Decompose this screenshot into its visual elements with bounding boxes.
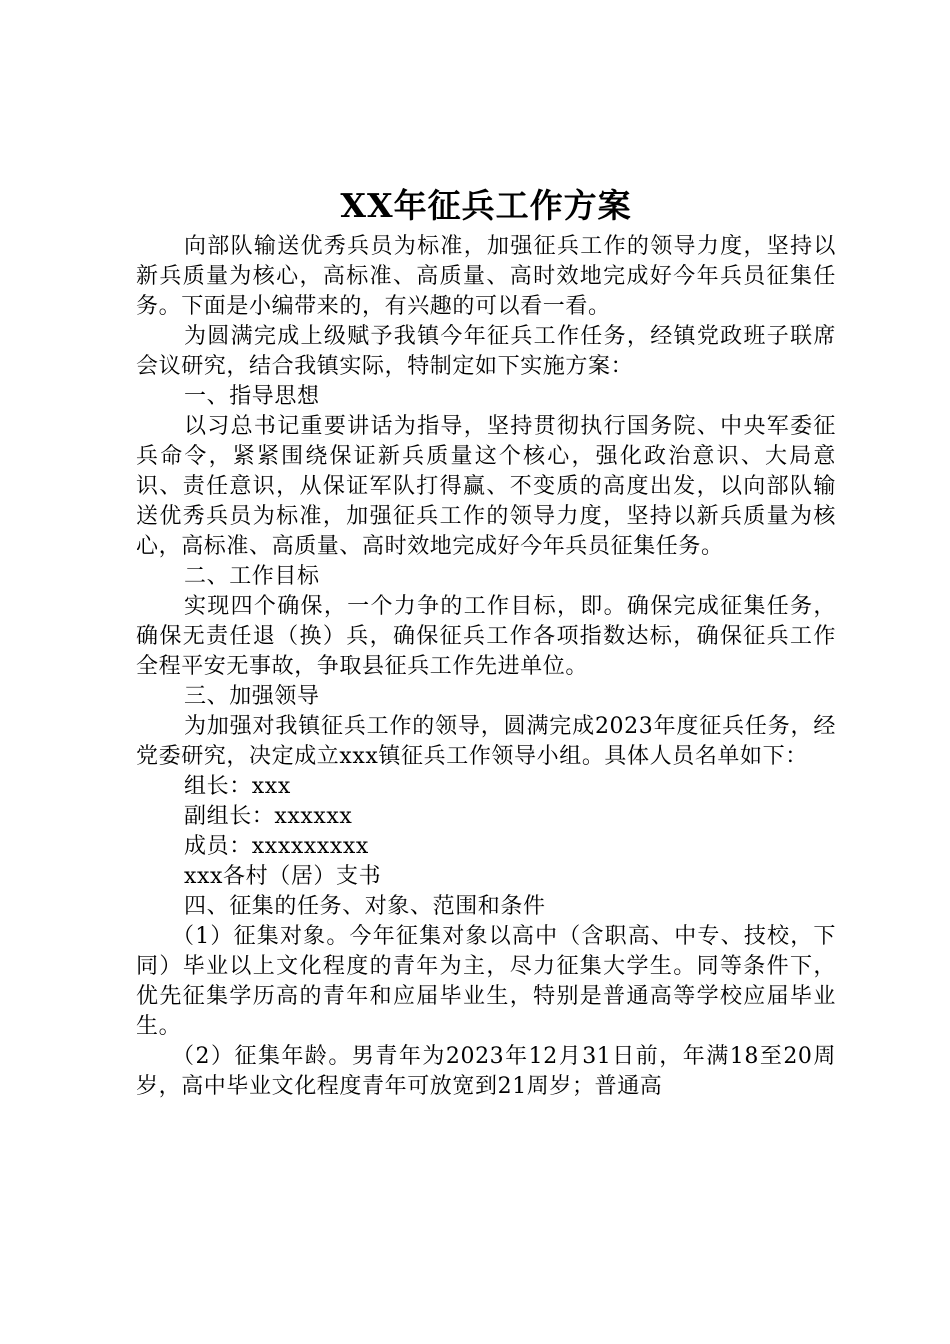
section-heading: 一、指导思想 [184, 384, 320, 409]
list-item: 组长：xxx [184, 774, 291, 799]
document-body [136, 232, 836, 1102]
paragraph: （1）征集对象。今年征集对象以高中（含职高、中专、技校，下同）毕业以上文化程度的青年为主，尽力征集大学生。同等条件下，优先征集学历高的青年和应届毕业生，特别是普通高等学校应届毕业生。 [136, 924, 836, 1039]
paragraph: 向部队输送优秀兵员为标准，加强征兵工作的领导力度，坚持以新兵质量为核心，高标准、高质量、高时效地完成好今年兵员征集任务。下面是小编带来的，有兴趣的可以看一看。 [136, 234, 836, 319]
list-item: xxx各村（居）支书 [184, 864, 382, 889]
section-heading: 四、征集的任务、对象、范围和条件 [184, 894, 546, 919]
list-item: 副组长：xxxxxx [184, 804, 353, 829]
document-title: XX年征兵工作方案 [340, 186, 632, 225]
paragraph: 以习总书记重要讲话为指导，坚持贯彻执行国务院、中央军委征兵命令，紧紧围绕保证新兵质量这个核心，强化政治意识、大局意识、责任意识，从保证军队打得赢、不变质的高度出发，以向部队输送优秀兵员为标准，加强征兵工作的领导力度，坚持以新兵质量为核心，高标准、高质量、高时效地完成好今年兵员征集任务。 [136, 414, 836, 559]
list-item: 成员：xxxxxxxxx [184, 834, 369, 859]
paragraph: 为圆满完成上级赋予我镇今年征兵工作任务，经镇党政班子联席会议研究，结合我镇实际，特制定如下实施方案： [136, 324, 836, 379]
paragraph: 为加强对我镇征兵工作的领导，圆满完成2023年度征兵任务，经党委研究，决定成立xxx镇征兵工作领导小组。具体人员名单如下： [136, 714, 836, 769]
section-heading: 二、工作目标 [184, 564, 320, 589]
paragraph: （2）征集年龄。男青年为2023年12月31日前，年满18至20周岁，高中毕业文化程度青年可放宽到21周岁；普通高 [136, 1044, 836, 1099]
section-heading: 三、加强领导 [184, 684, 320, 709]
paragraph: 实现四个确保，一个力争的工作目标，即。确保完成征集任务，确保无责任退（换）兵，确保征兵工作各项指数达标，确保征兵工作全程平安无事故，争取县征兵工作先进单位。 [136, 594, 836, 679]
document-page [136, 180, 836, 1102]
